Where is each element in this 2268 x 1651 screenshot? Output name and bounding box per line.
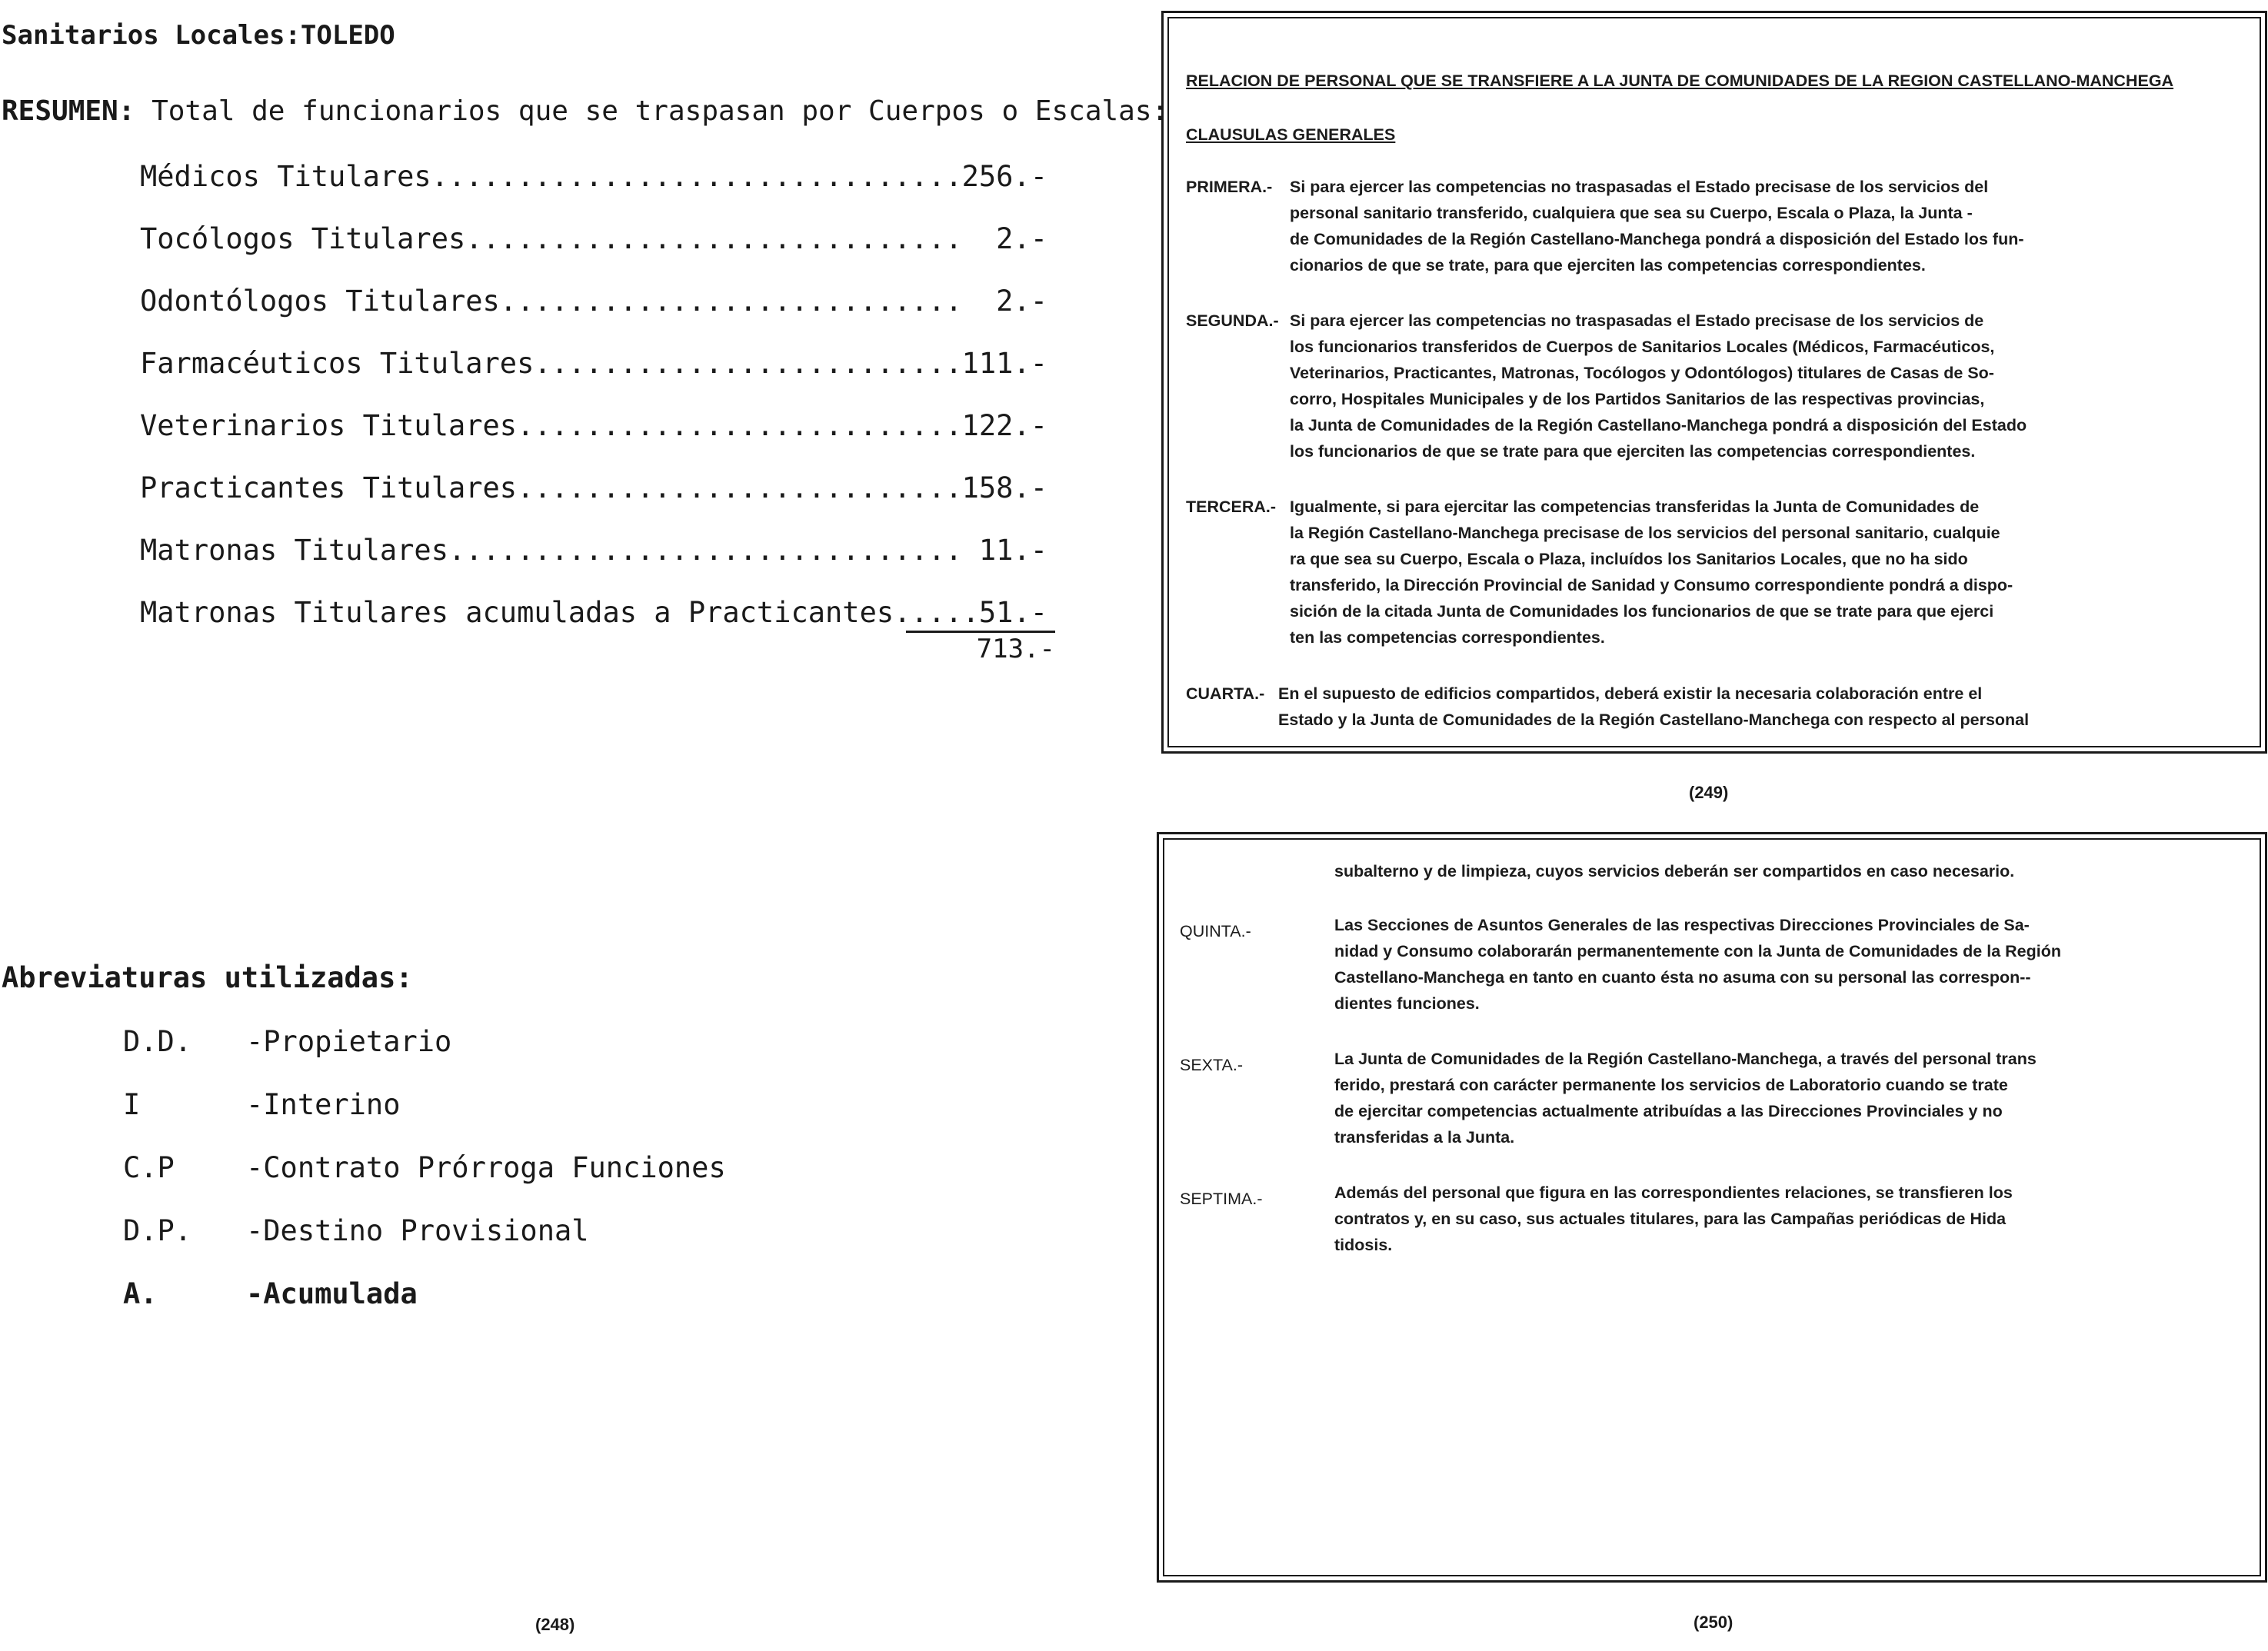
summary-value: 111.- [961,347,1047,380]
clause-line: ferido, prestará con carácter permanente los servicios de Laboratorio cuando se trate [1334,1076,2008,1094]
clause-body [1290,174,2024,278]
section-heading: CLAUSULAS GENERALES [1186,125,1396,144]
summary-row [140,285,1047,323]
clause-line: personal sanitario transferido, cualquiera que sea su Cuerpo, Escala o Plaza, la Junta - [1290,204,1973,222]
clause-line: En el supuesto de edificios compartidos, deberá existir la necesaria colaboración entre el [1278,684,1983,703]
summary-row [140,471,1047,510]
clause-line: nidad y Consumo colaborarán permanentemente con la Junta de Comunidades de la Región [1334,942,2061,960]
clause-line: de Comunidades de la Región Castellano-Manchega pondrá a disposición del Estado los fun- [1290,230,2024,248]
summary-label: Matronas Titulares.............................. [140,534,963,567]
summary-row [140,222,1047,261]
clause-line: La Junta de Comunidades de la Región Castellano-Manchega, a través del personal trans [1334,1050,2037,1068]
clause-line: Las Secciones de Asuntos Generales de las respectivas Direcciones Provinciales de Sa- [1334,916,2030,934]
clause-line: tidosis. [1334,1236,1393,1254]
clause-tag: SEPTIMA.- [1180,1190,1263,1208]
abbreviation-code: A. [123,1277,158,1310]
summary-label: Odontólogos Titulares........................... [140,285,963,318]
clause-line: contratos y, en su caso, sus actuales titulares, para las Campañas periódicas de Hida [1334,1210,2007,1228]
summary-label: Veterinarios Titulares.......................... [140,409,963,442]
clause-tag: TERCERA.- [1186,498,1277,516]
clause-body [1334,1046,2037,1150]
summary-label: Practicantes Titulares.......................... [140,471,963,504]
clause-line: transferidas a la Junta. [1334,1128,1515,1147]
resumen-lead: RESUMEN: [2,95,135,127]
clause-line: de ejercitar competencias actualmente atribuídas a las Direcciones Provinciales y no [1334,1102,2003,1120]
abbreviation-desc: -Interino [246,1088,401,1121]
clause-tag: CUARTA.- [1186,684,1265,703]
clause-body [1290,494,2013,651]
summary-label: Matronas Titulares acumuladas a Practicantes..... [140,596,980,629]
summary-value: 2.- [996,285,1047,318]
total-rule [906,631,1055,633]
clause-line: Si para ejercer las competencias no traspasadas el Estado precisase de los servicios de [1290,311,1984,330]
clause-line: Estado y la Junta de Comunidades de la Región Castellano-Manchega con respecto al personal [1278,711,2030,729]
clause-body [1334,1180,2013,1258]
abbreviation-code: C.P [123,1151,175,1184]
clause-body [1278,681,2029,733]
clause-line: cionarios de que se trate, para que ejerciten las competencias correspondientes. [1290,256,1926,275]
summary-value: 51.- [978,596,1047,629]
clause-line: Igualmente, si para ejercitar las competencias transferidas la Junta de Comunidades de [1290,498,1980,516]
clause-line: Además del personal que figura en las correspondientes relaciones, se transfieren los [1334,1183,2013,1202]
clause-line: Veterinarios, Practicantes, Matronas, Tocólogos y Odontólogos) titulares de Casas de So- [1290,364,1994,382]
clause-line: dientes funciones. [1334,994,1480,1013]
summary-value: 158.- [961,471,1047,504]
summary-value: 11.- [978,534,1047,567]
summary-row [140,160,1047,198]
summary-label: Médicos Titulares............................... [140,160,963,193]
summary-value: 256.- [961,160,1047,193]
clause-line: corro, Hospitales Municipales y de los Partidos Sanitarios de las respectivas provincias, [1290,390,1985,408]
page-number: (250) [1694,1613,1733,1632]
resumen-text: Total de funcionarios que se traspasan por Cuerpos o Escalas: [152,95,1169,127]
resumen-line [2,95,1168,127]
clause-tag: SEGUNDA.- [1186,311,1279,330]
page-number: (249) [1689,783,1729,802]
summary-value: 122.- [961,409,1047,442]
summary-row [140,347,1047,385]
summary-label: Farmacéuticos Titulares......................... [140,347,963,380]
abbreviation-code: D.D. [123,1025,192,1058]
clause-line: la Junta de Comunidades de la Región Castellano-Manchega pondrá a disposición del Estado [1290,416,2027,434]
clause-line: sición de la citada Junta de Comunidades los funcionarios de que se trate para que ejerci [1290,602,1994,621]
clause-tag: QUINTA.- [1180,922,1251,940]
abbreviation-code: I [123,1088,141,1121]
clause-line: los funcionarios transferidos de Cuerpos de Sanitarios Locales (Médicos, Farmacéuticos, [1290,338,1995,356]
abbreviation-code: D.P. [123,1214,192,1247]
abbreviation-desc: -Contrato Prórroga Funciones [246,1151,726,1184]
abbreviations-title: Abreviaturas utilizadas: [2,961,413,994]
page-title: Sanitarios Locales:TOLEDO [2,20,395,51]
abbreviation-desc: -Acumulada [246,1277,418,1310]
summary-row [140,534,1047,572]
abbreviation-desc: -Propietario [246,1025,452,1058]
clause-line: ten las competencias correspondientes. [1290,628,1605,647]
summary-value: 2.- [996,222,1047,255]
summary-row [140,596,1047,634]
clause-line: ra que sea su Cuerpo, Escala o Plaza, incluídos los Sanitarios Locales, que no ha sido [1290,550,1968,568]
summary-row [140,409,1047,448]
clause-body [1290,308,2027,464]
abbreviation-desc: -Destino Provisional [246,1214,589,1247]
clause-line: la Región Castellano-Manchega precisase de los servicios del personal sanitario, cualquie [1290,524,2000,542]
clause-line: Castellano-Manchega en tanto en cuanto ésta no asuma con su personal las correspon-- [1334,968,2031,987]
continuation-line: subalterno y de limpieza, cuyos servicios deberán ser compartidos en caso necesario. [1334,862,2015,880]
summary-label: Tocólogos Titulares............................. [140,222,963,255]
clause-line: Si para ejercer las competencias no traspasadas el Estado precisase de los servicios del [1290,178,1989,196]
clause-line: los funcionarios de que se trate para que ejerciten las competencias correspondientes. [1290,442,1976,461]
page-number: (248) [535,1615,575,1634]
clause-tag: PRIMERA.- [1186,178,1273,196]
clause-line: transferido, la Dirección Provincial de Sanidad y Consumo correspondiente pondrá a dispo- [1290,576,2013,594]
document-heading: RELACION DE PERSONAL QUE SE TRANSFIERE A LA JUNTA DE COMUNIDADES DE LA REGION CASTELLANO-MANCHEGA [1186,72,2174,90]
clause-body [1334,912,2061,1017]
clause-tag: SEXTA.- [1180,1056,1244,1074]
summary-total: 713.- [976,634,1055,664]
